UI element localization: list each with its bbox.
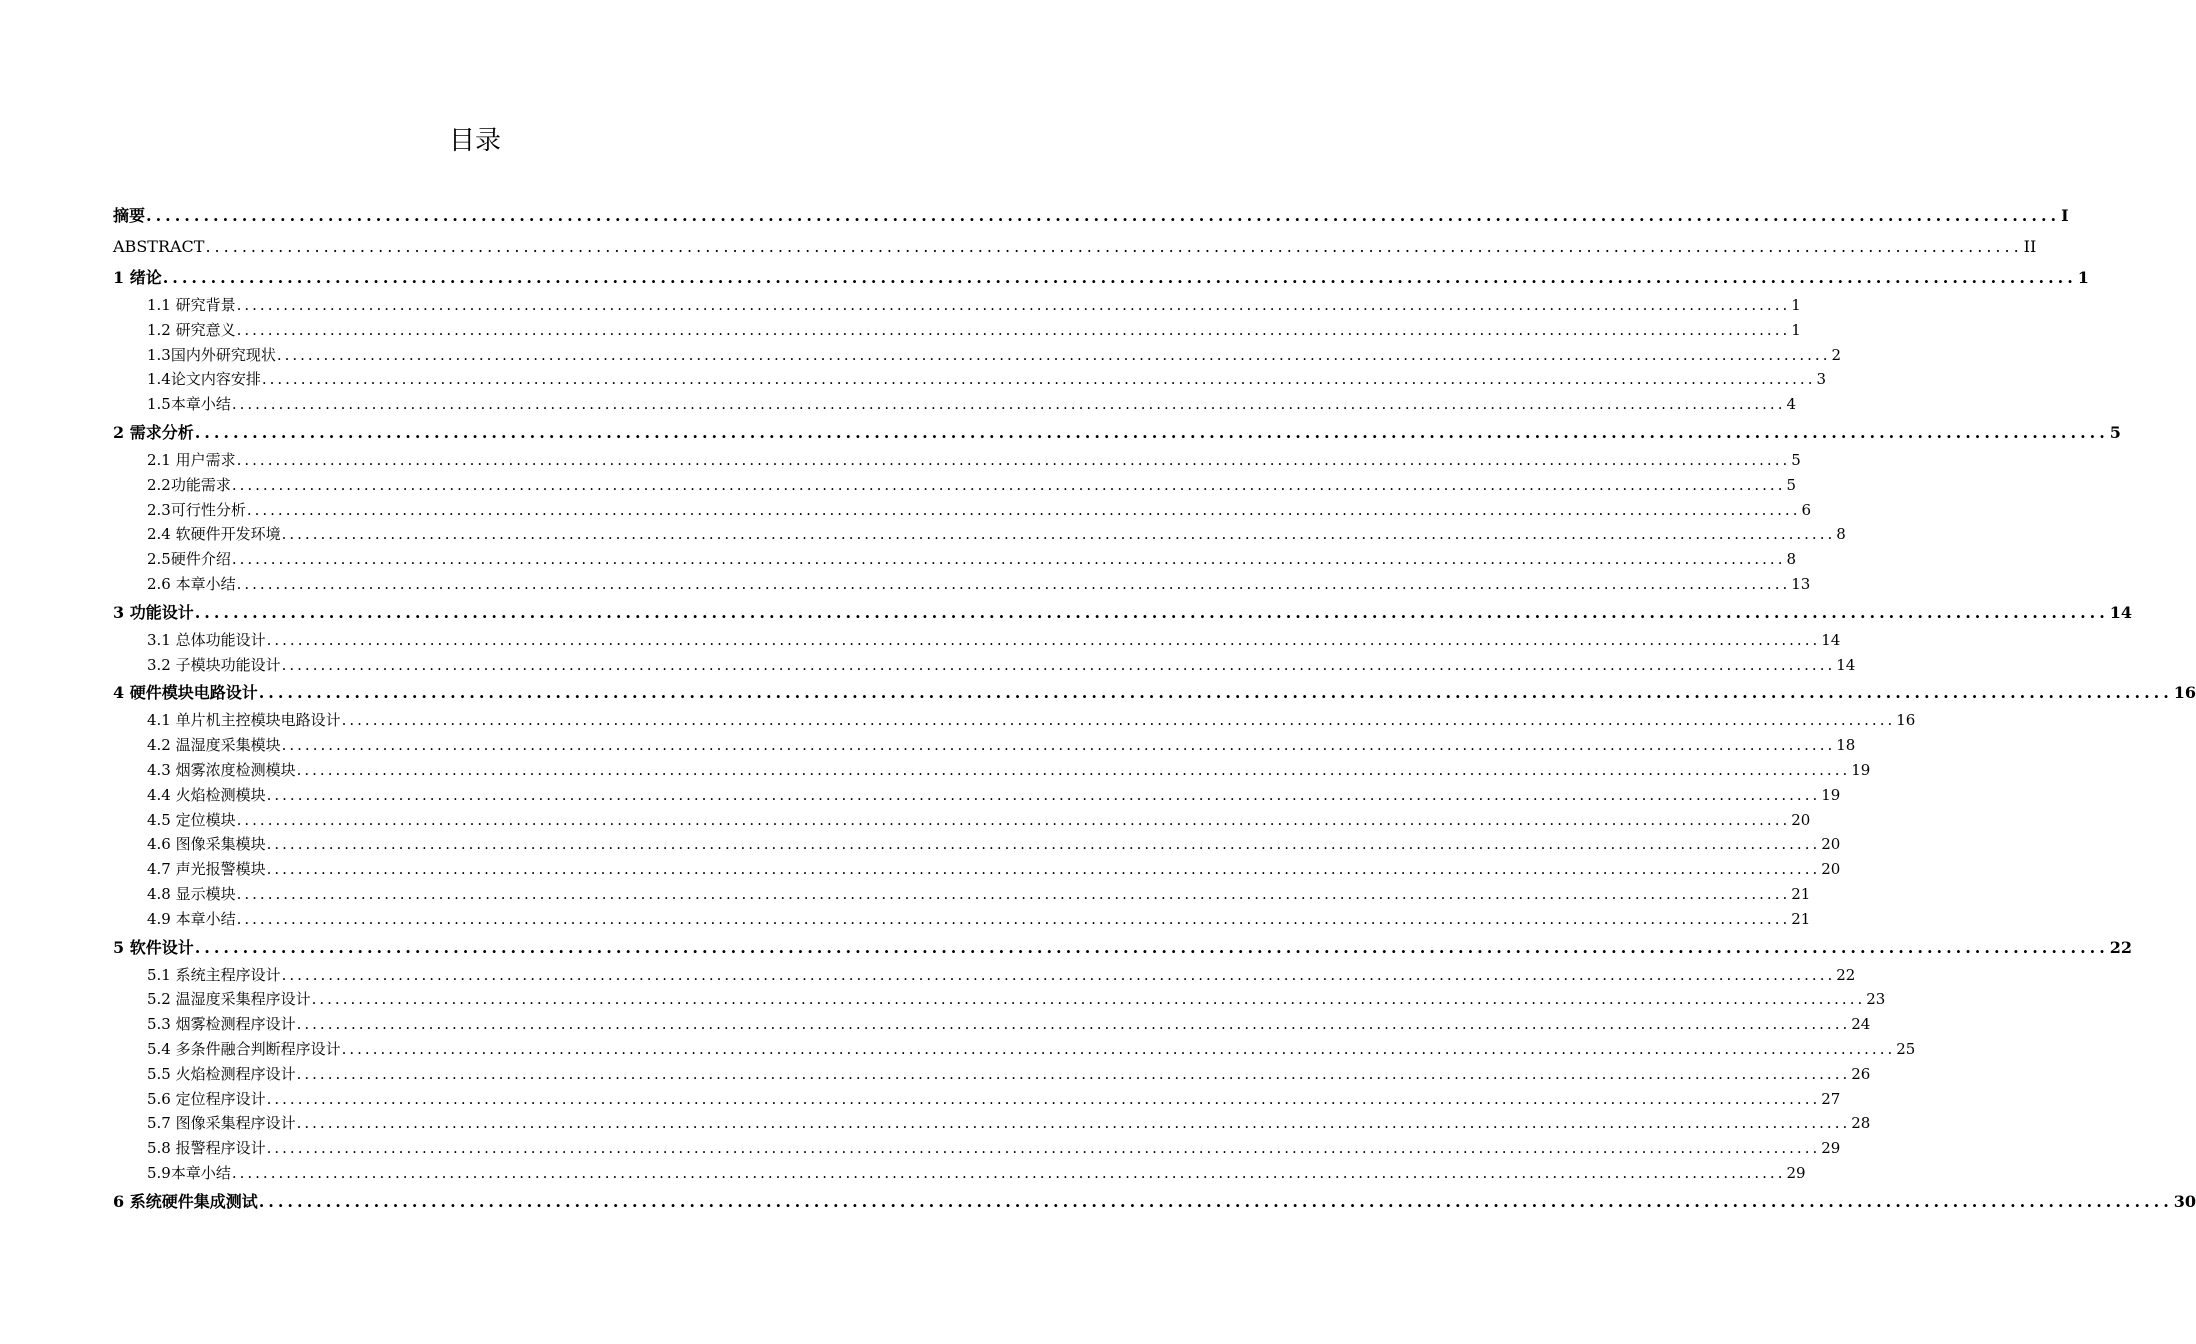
toc-dot-leader: ........................................................................................................................................................................................................ bbox=[205, 237, 2023, 256]
toc-entry-label: 5.5 火焰检测程序设计 bbox=[147, 1064, 296, 1083]
toc-entry-label: 2.1 用户需求 bbox=[147, 450, 236, 469]
toc-dot-leader: ........................................................................................................................................................................................................ bbox=[146, 206, 2061, 225]
toc-entry-label: 1.5本章小结 bbox=[147, 395, 231, 414]
toc-dot-leader: ........................................................................................................................................................................................................ bbox=[281, 525, 1836, 544]
toc-entry-page-number: 26 bbox=[1851, 1064, 1871, 1083]
toc-dot-leader: ........................................................................................................................................................................................................ bbox=[341, 1039, 1896, 1058]
toc-dot-leader: ........................................................................................................................................................................................................ bbox=[266, 835, 1821, 854]
toc-entry-page-number: 21 bbox=[1791, 909, 1811, 928]
toc-entry-page-number: 16 bbox=[2173, 683, 2196, 703]
toc-section-entry[interactable] bbox=[113, 832, 1841, 857]
toc-section-entry[interactable] bbox=[113, 1161, 1806, 1186]
toc-entry-page-number: II bbox=[2023, 237, 2037, 256]
toc-entry-label: 3.1 总体功能设计 bbox=[147, 630, 266, 649]
toc-entry-page-number: 29 bbox=[1821, 1139, 1841, 1158]
toc-entry-page-number: 13 bbox=[1791, 574, 1811, 593]
toc-entry-page-number: 16 bbox=[1896, 711, 1916, 730]
toc-section-entry[interactable] bbox=[113, 343, 1842, 368]
toc-entry-page-number: 20 bbox=[1821, 835, 1841, 854]
toc-dot-leader: ........................................................................................................................................................................................................ bbox=[236, 296, 1791, 314]
toc-entry-label: 5.9本章小结 bbox=[147, 1163, 231, 1182]
toc-entry-page-number: 8 bbox=[1836, 525, 1846, 544]
toc-dot-leader: ........................................................................................................................................................................................................ bbox=[246, 500, 1801, 519]
toc-dot-leader: ........................................................................................................................................................................................................ bbox=[231, 550, 1786, 569]
toc-section-entry[interactable] bbox=[113, 522, 1846, 547]
toc-entry-label: 1.3国内外研究现状 bbox=[147, 345, 276, 364]
toc-chapter-entry[interactable] bbox=[113, 932, 2133, 963]
toc-dot-leader: ........................................................................................................................................................................................................ bbox=[236, 810, 1791, 829]
toc-dot-leader: ........................................................................................................................................................................................................ bbox=[281, 965, 1836, 984]
page-title: 目录 bbox=[448, 126, 501, 156]
toc-section-entry[interactable] bbox=[113, 987, 1886, 1012]
toc-dot-leader: ........................................................................................................................................................................................................ bbox=[231, 395, 1786, 414]
toc-entry-page-number: 19 bbox=[1821, 785, 1841, 804]
toc-dot-leader: ........................................................................................................................................................................................................ bbox=[194, 602, 2109, 622]
toc-section-entry[interactable] bbox=[113, 758, 1871, 783]
toc-entry-label: 4.2 温湿度采集模块 bbox=[147, 736, 281, 755]
toc-section-entry[interactable] bbox=[113, 808, 1811, 833]
toc-entry-page-number: 20 bbox=[1821, 860, 1841, 879]
toc-section-entry[interactable] bbox=[113, 1136, 1841, 1161]
toc-entry-page-number: 20 bbox=[1791, 810, 1811, 829]
toc-entry-label: 4.9 本章小结 bbox=[147, 909, 236, 928]
toc-entry-page-number: 29 bbox=[1786, 1163, 1806, 1182]
toc-entry-page-number: 5 bbox=[1786, 475, 1797, 494]
toc-dot-leader: ........................................................................................................................................................................................................ bbox=[194, 937, 2109, 957]
toc-chapter-entry[interactable] bbox=[113, 1186, 2196, 1217]
toc-entry-page-number: 28 bbox=[1851, 1114, 1871, 1133]
toc-entry-label: 3.2 子模块功能设计 bbox=[147, 655, 281, 674]
toc-dot-leader: ........................................................................................................................................................................................................ bbox=[281, 736, 1836, 755]
toc-dot-leader: ........................................................................................................................................................................................................ bbox=[231, 1163, 1786, 1182]
toc-dot-leader: ........................................................................................................................................................................................................ bbox=[266, 860, 1821, 879]
toc-section-entry[interactable] bbox=[113, 448, 1801, 473]
toc-dot-leader: ........................................................................................................................................................................................................ bbox=[296, 1015, 1851, 1034]
toc-entry-page-number: 27 bbox=[1821, 1089, 1841, 1108]
toc-entry-label: 4 硬件模块电路设计 bbox=[113, 683, 258, 703]
toc-entry-page-number: I bbox=[2061, 206, 2069, 225]
toc-dot-leader: ........................................................................................................................................................................................................ bbox=[281, 655, 1836, 674]
toc-entry-label: 1 绪论 bbox=[113, 268, 162, 287]
toc-entry-page-number: 30 bbox=[2173, 1191, 2196, 1211]
toc-entry-page-number: 21 bbox=[1791, 884, 1811, 903]
toc-dot-leader: ........................................................................................................................................................................................................ bbox=[236, 574, 1791, 593]
toc-dot-leader: ........................................................................................................................................................................................................ bbox=[266, 630, 1821, 649]
toc-section-entry[interactable] bbox=[113, 392, 1797, 417]
toc-chapter-entry[interactable] bbox=[113, 597, 2133, 628]
toc-section-entry[interactable] bbox=[113, 857, 1841, 882]
toc-entry-label: 2.2功能需求 bbox=[147, 475, 231, 494]
toc-entry-page-number: 14 bbox=[1821, 630, 1841, 649]
toc-chapter-entry[interactable] bbox=[113, 200, 2069, 231]
toc-entry-label: 5.2 温湿度采集程序设计 bbox=[147, 990, 311, 1009]
toc-entry-page-number: 2 bbox=[1831, 345, 1842, 364]
toc-chapter-entry[interactable] bbox=[113, 231, 2037, 262]
toc-entry-page-number: 14 bbox=[2109, 602, 2133, 622]
toc-entry-label: 4.4 火焰检测模块 bbox=[147, 785, 266, 804]
toc-entry-label: 4.7 声光报警模块 bbox=[147, 860, 266, 879]
toc-entry-label: 5 软件设计 bbox=[113, 937, 194, 957]
toc-dot-leader: ........................................................................................................................................................................................................ bbox=[236, 320, 1791, 339]
toc-section-entry[interactable] bbox=[113, 498, 1812, 523]
toc-entry-page-number: 1 bbox=[1791, 320, 1801, 339]
toc-entry-label: 4.8 显示模块 bbox=[147, 884, 236, 903]
toc-dot-leader: ........................................................................................................................................................................................................ bbox=[236, 450, 1791, 469]
toc-entry-page-number: 25 bbox=[1896, 1039, 1916, 1058]
toc-dot-leader: ........................................................................................................................................................................................................ bbox=[311, 990, 1866, 1009]
toc-dot-leader: ........................................................................................................................................................................................................ bbox=[296, 1064, 1851, 1083]
toc-entry-page-number: 22 bbox=[1836, 965, 1856, 984]
toc-entry-label: 6 系统硬件集成测试 bbox=[113, 1191, 258, 1211]
toc-section-entry[interactable] bbox=[113, 628, 1841, 653]
toc-dot-leader: ........................................................................................................................................................................................................ bbox=[258, 683, 2173, 703]
toc-entry-page-number: 22 bbox=[2109, 937, 2133, 957]
toc-dot-leader: ........................................................................................................................................................................................................ bbox=[162, 268, 2077, 287]
toc-section-entry[interactable] bbox=[113, 963, 1856, 988]
toc-dot-leader: ........................................................................................................................................................................................................ bbox=[266, 1089, 1821, 1108]
toc-chapter-entry[interactable] bbox=[113, 417, 2121, 448]
toc-dot-leader: ........................................................................................................................................................................................................ bbox=[296, 760, 1851, 779]
toc-section-entry[interactable] bbox=[113, 1062, 1871, 1087]
toc-entry-label: 4.5 定位模块 bbox=[147, 810, 236, 829]
toc-entry-label: 3 功能设计 bbox=[113, 602, 194, 622]
toc-entry-label: 5.8 报警程序设计 bbox=[147, 1139, 266, 1158]
toc-entry-label: 1.2 研究意义 bbox=[147, 320, 236, 339]
toc-section-entry[interactable] bbox=[113, 907, 1811, 932]
toc-entry-page-number: 6 bbox=[1801, 500, 1812, 519]
toc-entry-page-number: 4 bbox=[1786, 395, 1797, 414]
toc-section-entry[interactable] bbox=[113, 318, 1801, 343]
table-of-contents bbox=[113, 200, 2196, 1217]
toc-section-entry[interactable] bbox=[113, 1037, 1916, 1062]
toc-section-entry[interactable] bbox=[113, 572, 1811, 597]
toc-dot-leader: ........................................................................................................................................................................................................ bbox=[266, 1139, 1821, 1158]
toc-dot-leader: ........................................................................................................................................................................................................ bbox=[296, 1114, 1851, 1133]
toc-dot-leader: ........................................................................................................................................................................................................ bbox=[236, 884, 1791, 903]
toc-entry-label: 2.5硬件介绍 bbox=[147, 550, 231, 569]
toc-entry-label: 5.6 定位程序设计 bbox=[147, 1089, 266, 1108]
toc-entry-label: 4.1 单片机主控模块电路设计 bbox=[147, 711, 341, 730]
toc-dot-leader: ........................................................................................................................................................................................................ bbox=[231, 475, 1786, 494]
toc-entry-label: 5.4 多条件融合判断程序设计 bbox=[147, 1039, 341, 1058]
toc-entry-page-number: 23 bbox=[1866, 990, 1886, 1009]
toc-section-entry[interactable] bbox=[113, 783, 1841, 808]
toc-entry-page-number: 5 bbox=[2109, 422, 2121, 442]
toc-entry-label: 4.3 烟雾浓度检测模块 bbox=[147, 760, 296, 779]
toc-dot-leader: ........................................................................................................................................................................................................ bbox=[194, 422, 2109, 442]
toc-dot-leader: ........................................................................................................................................................................................................ bbox=[276, 345, 1831, 364]
toc-entry-label: 1.1 研究背景 bbox=[147, 296, 236, 314]
toc-entry-label: 5.7 图像采集程序设计 bbox=[147, 1114, 296, 1133]
toc-section-entry[interactable] bbox=[113, 882, 1811, 907]
toc-section-entry[interactable] bbox=[113, 293, 1801, 318]
toc-entry-label: ABSTRACT bbox=[113, 237, 205, 256]
toc-dot-leader: ........................................................................................................................................................................................................ bbox=[341, 711, 1896, 730]
toc-entry-page-number: 19 bbox=[1851, 760, 1871, 779]
toc-section-entry[interactable] bbox=[113, 653, 1856, 678]
toc-section-entry[interactable] bbox=[113, 708, 1916, 733]
toc-section-entry[interactable] bbox=[113, 367, 1827, 392]
toc-chapter-entry[interactable] bbox=[113, 262, 2089, 293]
toc-chapter-entry[interactable] bbox=[113, 677, 2196, 708]
toc-entry-label: 4.6 图像采集模块 bbox=[147, 835, 266, 854]
toc-section-entry[interactable] bbox=[113, 1111, 1871, 1136]
toc-section-entry[interactable] bbox=[113, 733, 1856, 758]
toc-entry-page-number: 14 bbox=[1836, 655, 1856, 674]
toc-dot-leader: ........................................................................................................................................................................................................ bbox=[236, 909, 1791, 928]
toc-entry-label: 5.1 系统主程序设计 bbox=[147, 965, 281, 984]
toc-section-entry[interactable] bbox=[113, 1012, 1871, 1037]
toc-section-entry[interactable] bbox=[113, 547, 1797, 572]
toc-entry-page-number: 3 bbox=[1816, 370, 1827, 389]
toc-entry-page-number: 8 bbox=[1786, 550, 1797, 569]
toc-entry-page-number: 1 bbox=[1791, 296, 1801, 314]
toc-entry-page-number: 5 bbox=[1791, 450, 1801, 469]
toc-entry-page-number: 18 bbox=[1836, 736, 1856, 755]
toc-entry-page-number: 1 bbox=[2077, 268, 2089, 287]
toc-dot-leader: ........................................................................................................................................................................................................ bbox=[261, 370, 1816, 389]
toc-entry-label: 1.4论文内容安排 bbox=[147, 370, 261, 389]
toc-section-entry[interactable] bbox=[113, 1087, 1841, 1112]
toc-entry-label: 5.3 烟雾检测程序设计 bbox=[147, 1015, 296, 1034]
toc-dot-leader: ........................................................................................................................................................................................................ bbox=[258, 1191, 2173, 1211]
toc-entry-page-number: 24 bbox=[1851, 1015, 1871, 1034]
toc-section-entry[interactable] bbox=[113, 473, 1797, 498]
toc-dot-leader: ........................................................................................................................................................................................................ bbox=[266, 785, 1821, 804]
toc-entry-label: 2.4 软硬件开发环境 bbox=[147, 525, 281, 544]
toc-entry-label: 2.6 本章小结 bbox=[147, 574, 236, 593]
toc-entry-label: 摘要 bbox=[113, 206, 146, 225]
toc-entry-label: 2 需求分析 bbox=[113, 422, 194, 442]
toc-entry-label: 2.3可行性分析 bbox=[147, 500, 246, 519]
